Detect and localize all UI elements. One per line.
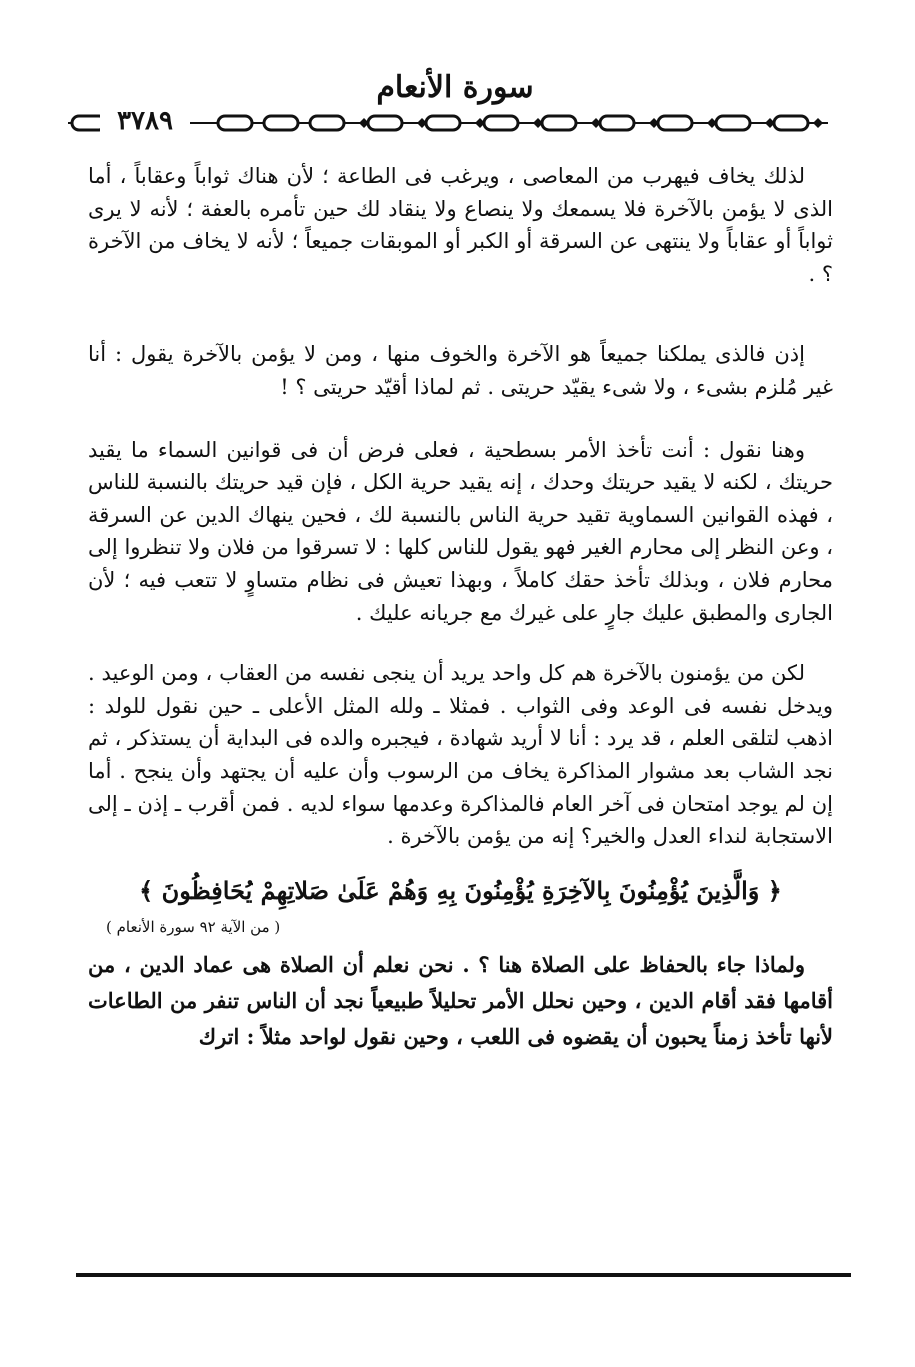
page-number: ٣٧٨٩	[100, 106, 190, 136]
body-text	[88, 160, 833, 1055]
paragraph-4: لكن من يؤمنون بالآخرة هم كل واحد يريد أن ينجى نفسه من العقاب ، ومن الوعيد . ويدخل نفسه فى الوعد وفى الثواب . فمثلا ـ ولله المثل الأعلى ـ حين نقول للولد : اذهب لتلقى العلم ، قد يرد : أنا لا أريد شهادة ، فيجبره والده فى البداية أن يستذكر ، ثم نجد الشاب بعد مشوار المذاكرة يخاف من الرسوب وأن عليه أن يجتهد وأن ينجح . أما إن لم يوجد امتحان فى آخر العام فالمذاكرة وعدمها سواء لديه . فمن أقرب ـ إذن ـ إلى الاستجابة لنداء العدل والخير؟ إنه من يؤمن بالآخرة .	[88, 661, 833, 849]
paragraph-3: وهنا نقول : أنت تأخذ الأمر بسطحية ، فعلى فرض أن فى قوانين السماء ما يقيد حريتك ، لكنه لا يقيد حريتك وحدك ، إنه يقيد حرية الكل ، فإن قيد حريتك بالنسبة للناس ، فهذه القوانين السماوية تقيد حرية الناس بالنسبة لك ، فحين ينهاك الدين عن السرقة ، وعن النظر إلى محارم الغير فهو يقول للناس كلها : لا تسرقوا من فلان ولا تنظروا إلى محارم فلان ، وبذلك تأخذ حقك كاملاً ، وبهذا تعيش فى نظام متساوٍ لا تتعب فيه ؛ لأن الجارى والمطبق عليك جارٍ على غيرك مع جريانه عليك .	[88, 437, 833, 625]
footer-rule	[76, 1263, 851, 1269]
quran-verse: ﴿ وَالَّذِينَ يُؤْمِنُونَ بِالآخِرَةِ يُؤْمِنُونَ بِهِ وَهُمْ عَلَىٰ صَلاتِهِمْ يُحَافِظُونَ ﴾	[139, 875, 782, 905]
paragraph-1: لذلك يخاف فيهرب من المعاصى ، ويرغب فى الطاعة ؛ لأن هناك ثواباً وعقاباً ، أما الذى لا يؤمن بالآخرة فلا يسمعك ولا ينصاع ولا ينقاد لك حين تأمره بالعفة ؛ لأنه لا يرى ثواباً أو عقاباً ولا ينتهى عن السرقة أو الكبر أو الموبقات جميعاً ؛ لأنه لا يخاف من الآخرة ؟ .	[88, 164, 833, 286]
paragraph-2: إذن فالذى يملكنا جميعاً هو الآخرة والخوف منها ، ومن لا يؤمن بالآخرة يقول : أنا غير مُلزم بشىء ، ولا شىء يقيّد حريتى . ثم لماذا أقيّد حريتى ؟ !	[88, 342, 833, 399]
verse-reference: ( من الآية ٩٢ سورة الأنعام )	[106, 917, 281, 936]
surah-title: سورة الأنعام	[376, 70, 534, 105]
closing-paragraph: ولماذا جاء بالحفاظ على الصلاة هنا ؟ . نحن نعلم أن الصلاة هى عماد الدين ، من أقامها فقد أقام الدين ، وحين نحلل الأمر تحليلاً طبيعياً نجد أن الناس تنفر من الطاعات لأنها تأخذ زمناً يحبون أن يقضوه فى اللعب ، وحين نقول لواحد مثلاً : اترك	[88, 951, 833, 1049]
